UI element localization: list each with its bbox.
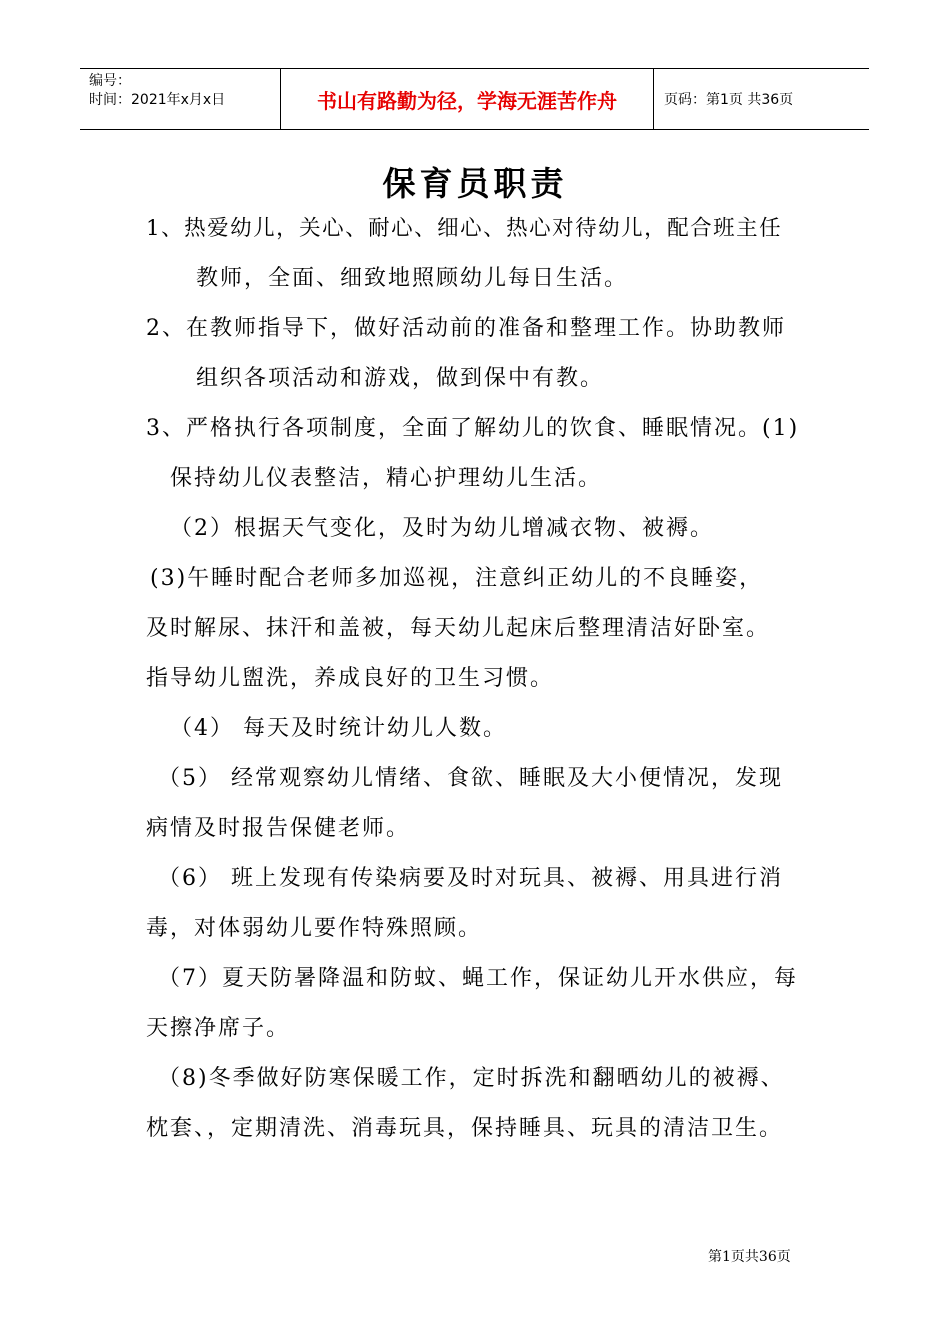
body-line: 组织各项活动和游戏，做到保中有教。 <box>196 366 605 391</box>
document-title: 保育员职责 <box>382 164 568 203</box>
body-line: 2、在教师指导下，做好活动前的准备和整理工作。协助教师 <box>146 316 786 341</box>
body-line: 及时解尿、抹汗和盖被，每天幼儿起床后整理清洁好卧室。 <box>146 616 771 641</box>
header-meta <box>80 69 281 129</box>
body-line: （8)冬季做好防寒保暖工作，定时拆洗和翻晒幼儿的被褥、 <box>158 1066 785 1091</box>
page-info: 页码：第1页 共36页 <box>664 92 794 108</box>
number-label: 编号： <box>89 73 131 89</box>
body-line: （4） 每天及时统计幼儿人数。 <box>170 716 507 741</box>
body-line: 保持幼儿仪表整洁，精心护理幼儿生活。 <box>170 466 603 491</box>
body-line: 1、热爱幼儿，关心、耐心、细心、热心对待幼儿，配合班主任 <box>146 216 783 241</box>
body-line: （7）夏天防暑降温和防蚊、蝇工作，保证幼儿开水供应，每 <box>158 966 798 991</box>
body-line: （6） 班上发现有传染病要及时对玩具、被褥、用具进行消 <box>158 866 783 891</box>
body-line: （5） 经常观察幼儿情绪、食欲、睡眠及大小便情况，发现 <box>158 766 783 791</box>
motto: 书山有路勤为径，学海无涯苦作舟 <box>281 69 654 129</box>
page-header <box>80 68 869 130</box>
body-line: 3、严格执行各项制度，全面了解幼儿的饮食、睡眠情况。(1) <box>146 416 800 441</box>
body-line: (3)午睡时配合老师多加巡视，注意纠正幼儿的不良睡姿， <box>150 566 764 591</box>
body-line: 天擦净席子。 <box>146 1016 291 1041</box>
body-line: 指导幼儿盥洗，养成良好的卫生习惯。 <box>146 666 555 691</box>
body-line: 毒，对体弱幼儿要作特殊照顾。 <box>146 916 483 941</box>
body-line: （2）根据天气变化，及时为幼儿增减衣物、被褥。 <box>170 516 714 541</box>
body-line: 枕套、，定期清洗、消毒玩具，保持睡具、玩具的清洁卫生。 <box>146 1116 784 1141</box>
body-line: 教师，全面、细致地照顾幼儿每日生活。 <box>196 266 629 291</box>
page-footer: 第1页共36页 <box>708 1249 791 1265</box>
body-line: 病情及时报告保健老师。 <box>146 816 411 841</box>
time-label: 时间：2021年x月x日 <box>89 92 226 108</box>
